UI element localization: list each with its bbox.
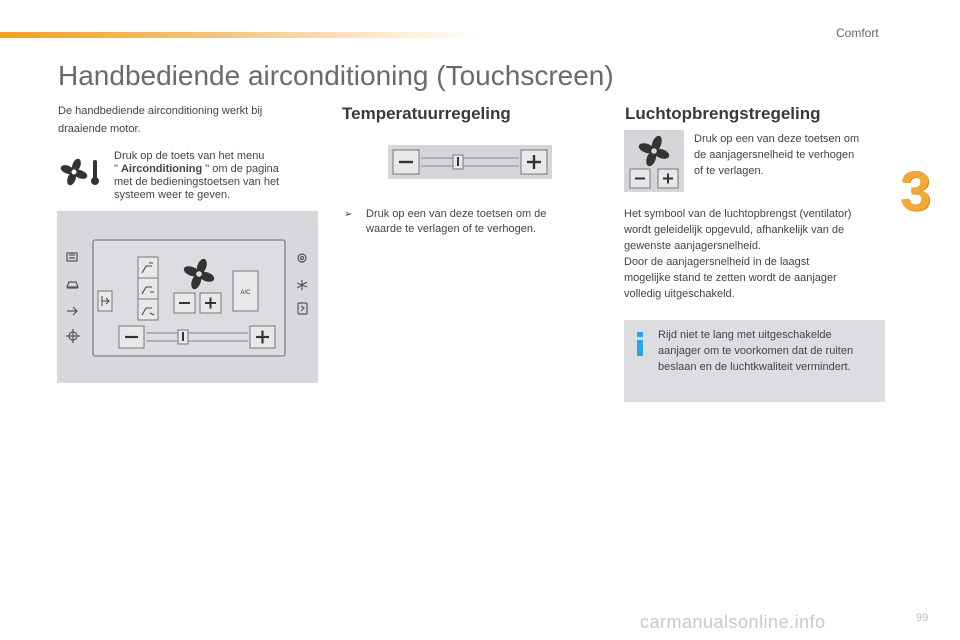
- menu-note-line: systeem weer te geven.: [114, 189, 231, 201]
- airflow-heading: Luchtopbrengstregeling: [625, 104, 821, 123]
- info-icon: [634, 332, 647, 356]
- gear-icon: [298, 254, 306, 262]
- intro-line: draaiende motor.: [58, 123, 141, 135]
- temp-plus-button: [521, 150, 547, 174]
- airflow-note-line: of te verlagen.: [694, 165, 764, 177]
- airflow-para-line: gewenste aanjagersnelheid.: [624, 240, 761, 252]
- temperature-line: Druk op een van deze toetsen om de: [366, 208, 547, 220]
- airflow-para-line: Het symbool van de luchtopbrengst (ventilator): [624, 208, 852, 220]
- header-accent-bar: [0, 32, 480, 38]
- temperature-line: waarde te verlagen of te verhogen.: [366, 223, 537, 235]
- fan-plus-button: [200, 293, 221, 313]
- menu-instruction: [114, 150, 314, 202]
- climate-menu-icon: [60, 156, 102, 188]
- airflow-para-line: wordt geleidelijk opgevuld, afhankelijk van de: [624, 224, 845, 236]
- fan-icon: [637, 134, 670, 167]
- bracket-icon: [298, 303, 307, 314]
- menu-note-line: " Airconditioning " om de pagina: [114, 163, 279, 175]
- chapter-number: 3: [900, 159, 932, 222]
- temperature-heading: Temperatuurregeling: [342, 104, 511, 123]
- touchscreen-illustration: [57, 211, 318, 383]
- temp-minus-button: [393, 150, 419, 174]
- recirculation-icon: [67, 307, 77, 315]
- airflow-note: [694, 131, 884, 179]
- intro-line: De handbediende airconditioning werkt bij: [58, 105, 263, 117]
- info-box: [624, 320, 885, 402]
- airflow-note-line: Druk op een van deze toetsen om: [694, 133, 860, 145]
- temperature-instruction: [344, 207, 584, 237]
- exit-button: [98, 291, 112, 311]
- thermometer-icon: [91, 160, 99, 185]
- temperature-bar-illustration: [388, 145, 552, 179]
- airflow-note-line: de aanjagersnelheid te verhogen: [694, 149, 855, 161]
- menu-name: Airconditioning: [120, 163, 203, 175]
- car-icon: [67, 282, 78, 288]
- rear-demist-icon: [67, 253, 77, 261]
- watermark: carmanualsonline.info: [640, 612, 826, 632]
- info-line: Rijd niet te lang met uitgeschakelde: [658, 329, 832, 341]
- bullet-arrow-icon: ➢: [344, 209, 353, 220]
- info-line: aanjager om te voorkomen dat de ruiten: [658, 345, 854, 357]
- fan-control-illustration: [624, 130, 684, 192]
- airflow-para-line: volledig uitgeschakeld.: [624, 288, 735, 300]
- fan-small-icon: [297, 280, 307, 290]
- ac-label: A/C: [240, 290, 251, 296]
- fan-plus-button: [658, 169, 678, 188]
- menu-note-line: Druk op de toets van het menu: [114, 150, 265, 162]
- airflow-description: [624, 206, 886, 302]
- menu-note-line: met de bedieningstoetsen van het: [114, 176, 280, 188]
- thermometer-icon: [453, 155, 463, 169]
- airflow-para-line: Door de aanjagersnelheid in de laagst: [624, 256, 810, 268]
- fan-icon: [60, 157, 89, 186]
- info-line: beslaan en de luchtkwaliteit vermindert.: [658, 361, 851, 373]
- airflow-para-line: mogelijke stand te zetten wordt de aanjager: [624, 272, 837, 284]
- intro-text: [58, 102, 308, 138]
- page-number: 99: [916, 612, 929, 624]
- settings-icon: [66, 329, 80, 343]
- section-label: Comfort: [836, 26, 879, 40]
- fan-minus-button: [174, 293, 195, 313]
- fan-minus-button: [630, 169, 650, 188]
- page-title: Handbediende airconditioning (Touchscreen): [58, 60, 614, 91]
- info-text: [658, 327, 880, 375]
